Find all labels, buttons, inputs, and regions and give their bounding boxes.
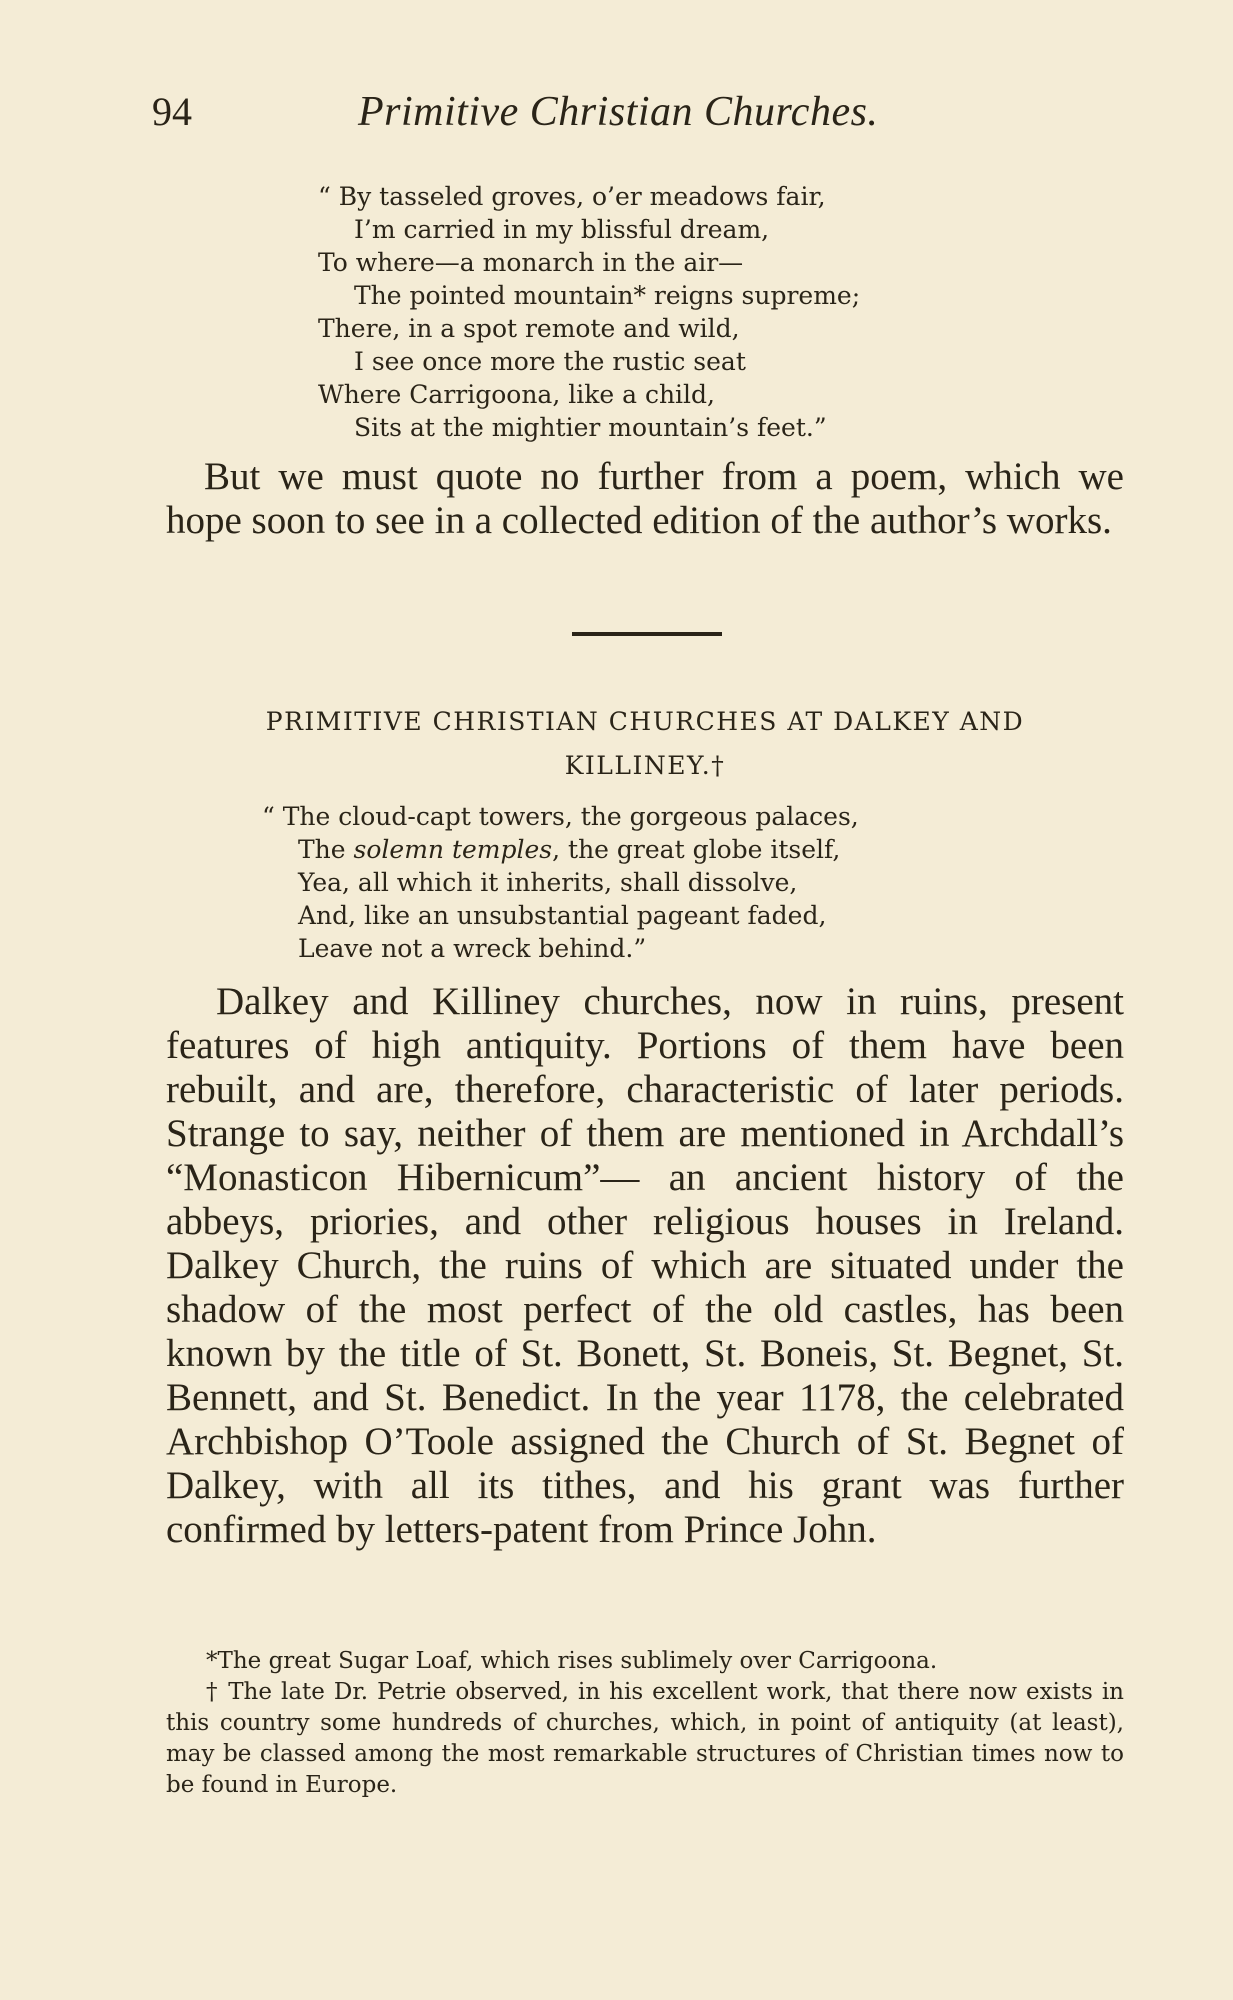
page-number: 94 bbox=[152, 89, 192, 134]
verse-line: And, like an unsubstantial pageant faded, bbox=[298, 901, 827, 930]
verse-line: “ By tasseled groves, o’er meadows fair, bbox=[318, 182, 826, 211]
verse-line: Yea, all which it inherits, shall dissolve, bbox=[298, 868, 798, 897]
footnotes bbox=[166, 1646, 1124, 1801]
verse-line: Where Carrigoona, like a child, bbox=[318, 380, 715, 409]
verse-line: “ The cloud-capt towers, the gorgeous palaces, bbox=[262, 802, 859, 831]
section-title-line: KILLINEY.† bbox=[564, 751, 726, 780]
verse-line: There, in a spot remote and wild, bbox=[318, 314, 740, 343]
paragraph-closing-quote: But we must quote no further from a poem, which we hope soon to see in a collected edition of the author’s works. bbox=[166, 455, 1124, 542]
paragraph-dalkey-killiney: Dalkey and Killiney churches, now in ruins, present features of high antiquity. Portions of them have been rebuilt, and are, therefore, characteristic of later periods. Strange to say, neither of them are mentioned in Archdall’s “Monasticon Hibernicum”— an ancient history of the abbeys, priories, and other religious houses in Ireland. Dalkey Church, the ruins of which are situated under the shadow of the most perfect of the old castles, has been known by the title of St. Bonett, St. Boneis, St. Begnet, St. Bennett, and St. Benedict. In the year 1178, the celebrated Archbishop O’Toole assigned the Church of St. Begnet of Dalkey, with all its tithes, and his grant was further confirmed by letters-patent from Prince John. bbox=[166, 980, 1124, 1551]
verse-text: The bbox=[298, 835, 354, 864]
footnote-sugar-loaf: *The great Sugar Loaf, which rises sublimely over Carrigoona. bbox=[206, 1648, 938, 1674]
page-header bbox=[152, 88, 1112, 148]
verse-text: , the great globe itself, bbox=[552, 835, 841, 864]
footnote-petrie: † The late Dr. Petrie observed, in his excellent work, that there now exists in this country some hundreds of churches, which, in point of antiquity (at least), may be classed among the most remarkable structures of Christian times now to be found in Europe. bbox=[166, 1679, 1124, 1798]
verse-line: I’m carried in my blissful dream, bbox=[354, 215, 770, 244]
verse-emphasis: solemn temples bbox=[353, 835, 553, 864]
verse-line: To where—a monarch in the air— bbox=[318, 248, 744, 277]
verse-line: Sits at the mightier mountain’s feet.” bbox=[354, 413, 827, 442]
verse-quotation-2 bbox=[262, 800, 859, 965]
section-divider bbox=[572, 632, 722, 636]
running-title: Primitive Christian Churches. bbox=[358, 89, 879, 135]
verse-quotation-1 bbox=[318, 180, 860, 444]
section-title-line: PRIMITIVE CHRISTIAN CHURCHES AT DALKEY AND bbox=[265, 707, 1025, 736]
verse-line: I see once more the rustic seat bbox=[354, 347, 746, 376]
verse-line: The pointed mountain* reigns supreme; bbox=[354, 281, 861, 310]
section-title bbox=[166, 700, 1124, 788]
verse-line: Leave not a wreck behind.” bbox=[298, 934, 647, 963]
verse-line bbox=[262, 833, 859, 866]
